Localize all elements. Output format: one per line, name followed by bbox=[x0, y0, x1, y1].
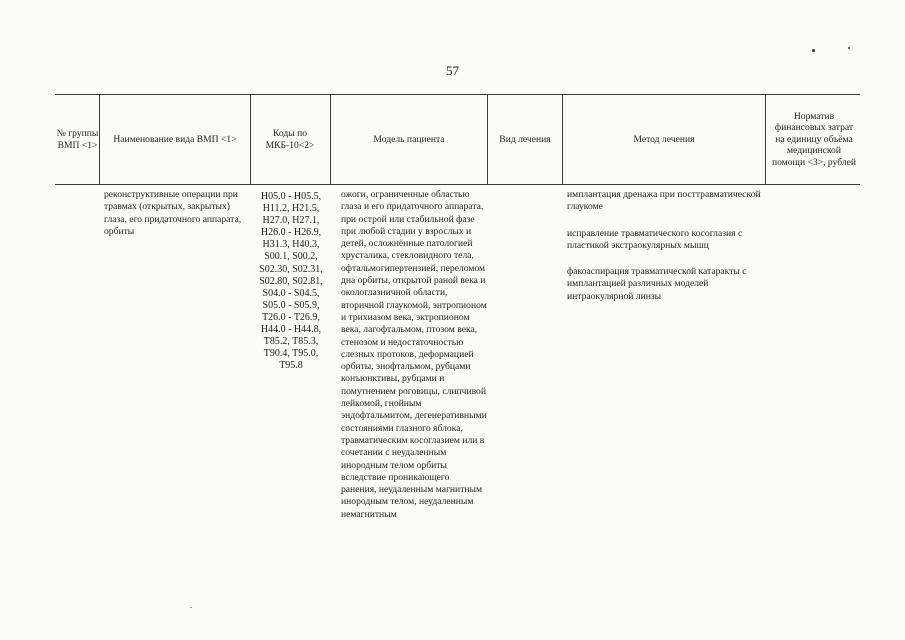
method-item: исправление травматического косоглазия с пластикой экстраокулярных мышц bbox=[567, 227, 743, 251]
page-number: 57 bbox=[446, 63, 459, 78]
header-bottom-border bbox=[55, 184, 860, 185]
col-divider bbox=[765, 94, 766, 185]
header-group-number: № группы ВМП <1> bbox=[56, 127, 99, 151]
scan-speck bbox=[848, 47, 850, 49]
scan-specks bbox=[808, 44, 858, 54]
header-icd-codes: Коды по МКБ-10<2> bbox=[265, 127, 315, 151]
header-treatment-method: Метод лечения bbox=[633, 133, 695, 145]
header-vmp-name: Наименование вида ВМП <1> bbox=[113, 133, 237, 145]
cell-treatment-methods bbox=[567, 189, 763, 317]
scan-speck bbox=[812, 49, 815, 52]
method-item: имплантация дренажа при посттравматической глаукоме bbox=[567, 189, 761, 213]
header-treatment-type: Вид лечения bbox=[499, 133, 551, 145]
col-divider bbox=[250, 94, 251, 185]
method-item: факоаспирация травматической катаракты с имплантацией различных моделей интраокулярной линзы bbox=[567, 266, 747, 302]
scan-speck bbox=[190, 607, 192, 608]
cell-patient-model: ожоги, ограниченные областью глаза и его придаточного аппарата, при острой или стабильной фазе при любой стадии у взрослых и детей, осложнённые патологией хрусталика, стекловидного тела, офтальмогипертензией, переломом дна орбиты, открытой раной века и окологлазничной области, вторичной глаукомой, энтропионом и трихиазом века, эктропионом века, лагофтальмом, птозом века, стенозом и недостаточностью слезных протоков, деформацией орбиты, энофтальмом, рубцами конъюнктивы, рубцами и помутнением роговицы, слипчивой лейкомой, гнойным эндофтальмитом, дегенеративными состояниями глазного яблока, травматическим косоглазием или в сочетании с неудаленным инородным телом орбиты вследствие проникающего ранения, неудаленным магнитным инородным телом, неудаленным немагнитным bbox=[341, 189, 487, 520]
cell-vmp-name: реконструктивные операции при травмах (открытых, закрытых) глаза, его придаточного аппарата, орбиты bbox=[104, 189, 242, 237]
header-patient-model: Модель пациента bbox=[373, 133, 445, 145]
cell-icd-codes: H05.0 - H05.5, H11.2, H21.5, H27.0, H27.1, H26.0 - H26.9, H31.3, H40.3, S00.1, S00.2, S02.30, S02.31, S02.80, S02.81, S04.0 - S04.5, S05.0 - S05.9, T26.0 - T26.9, H44.0 - H44.8, T85.2, T85.3, T90.4, T95.0, T95.8 bbox=[259, 191, 323, 372]
header-cost-standard: Норматив финансовых затрат на единицу объёма медицинской помощи <3>, рублей bbox=[771, 110, 857, 168]
